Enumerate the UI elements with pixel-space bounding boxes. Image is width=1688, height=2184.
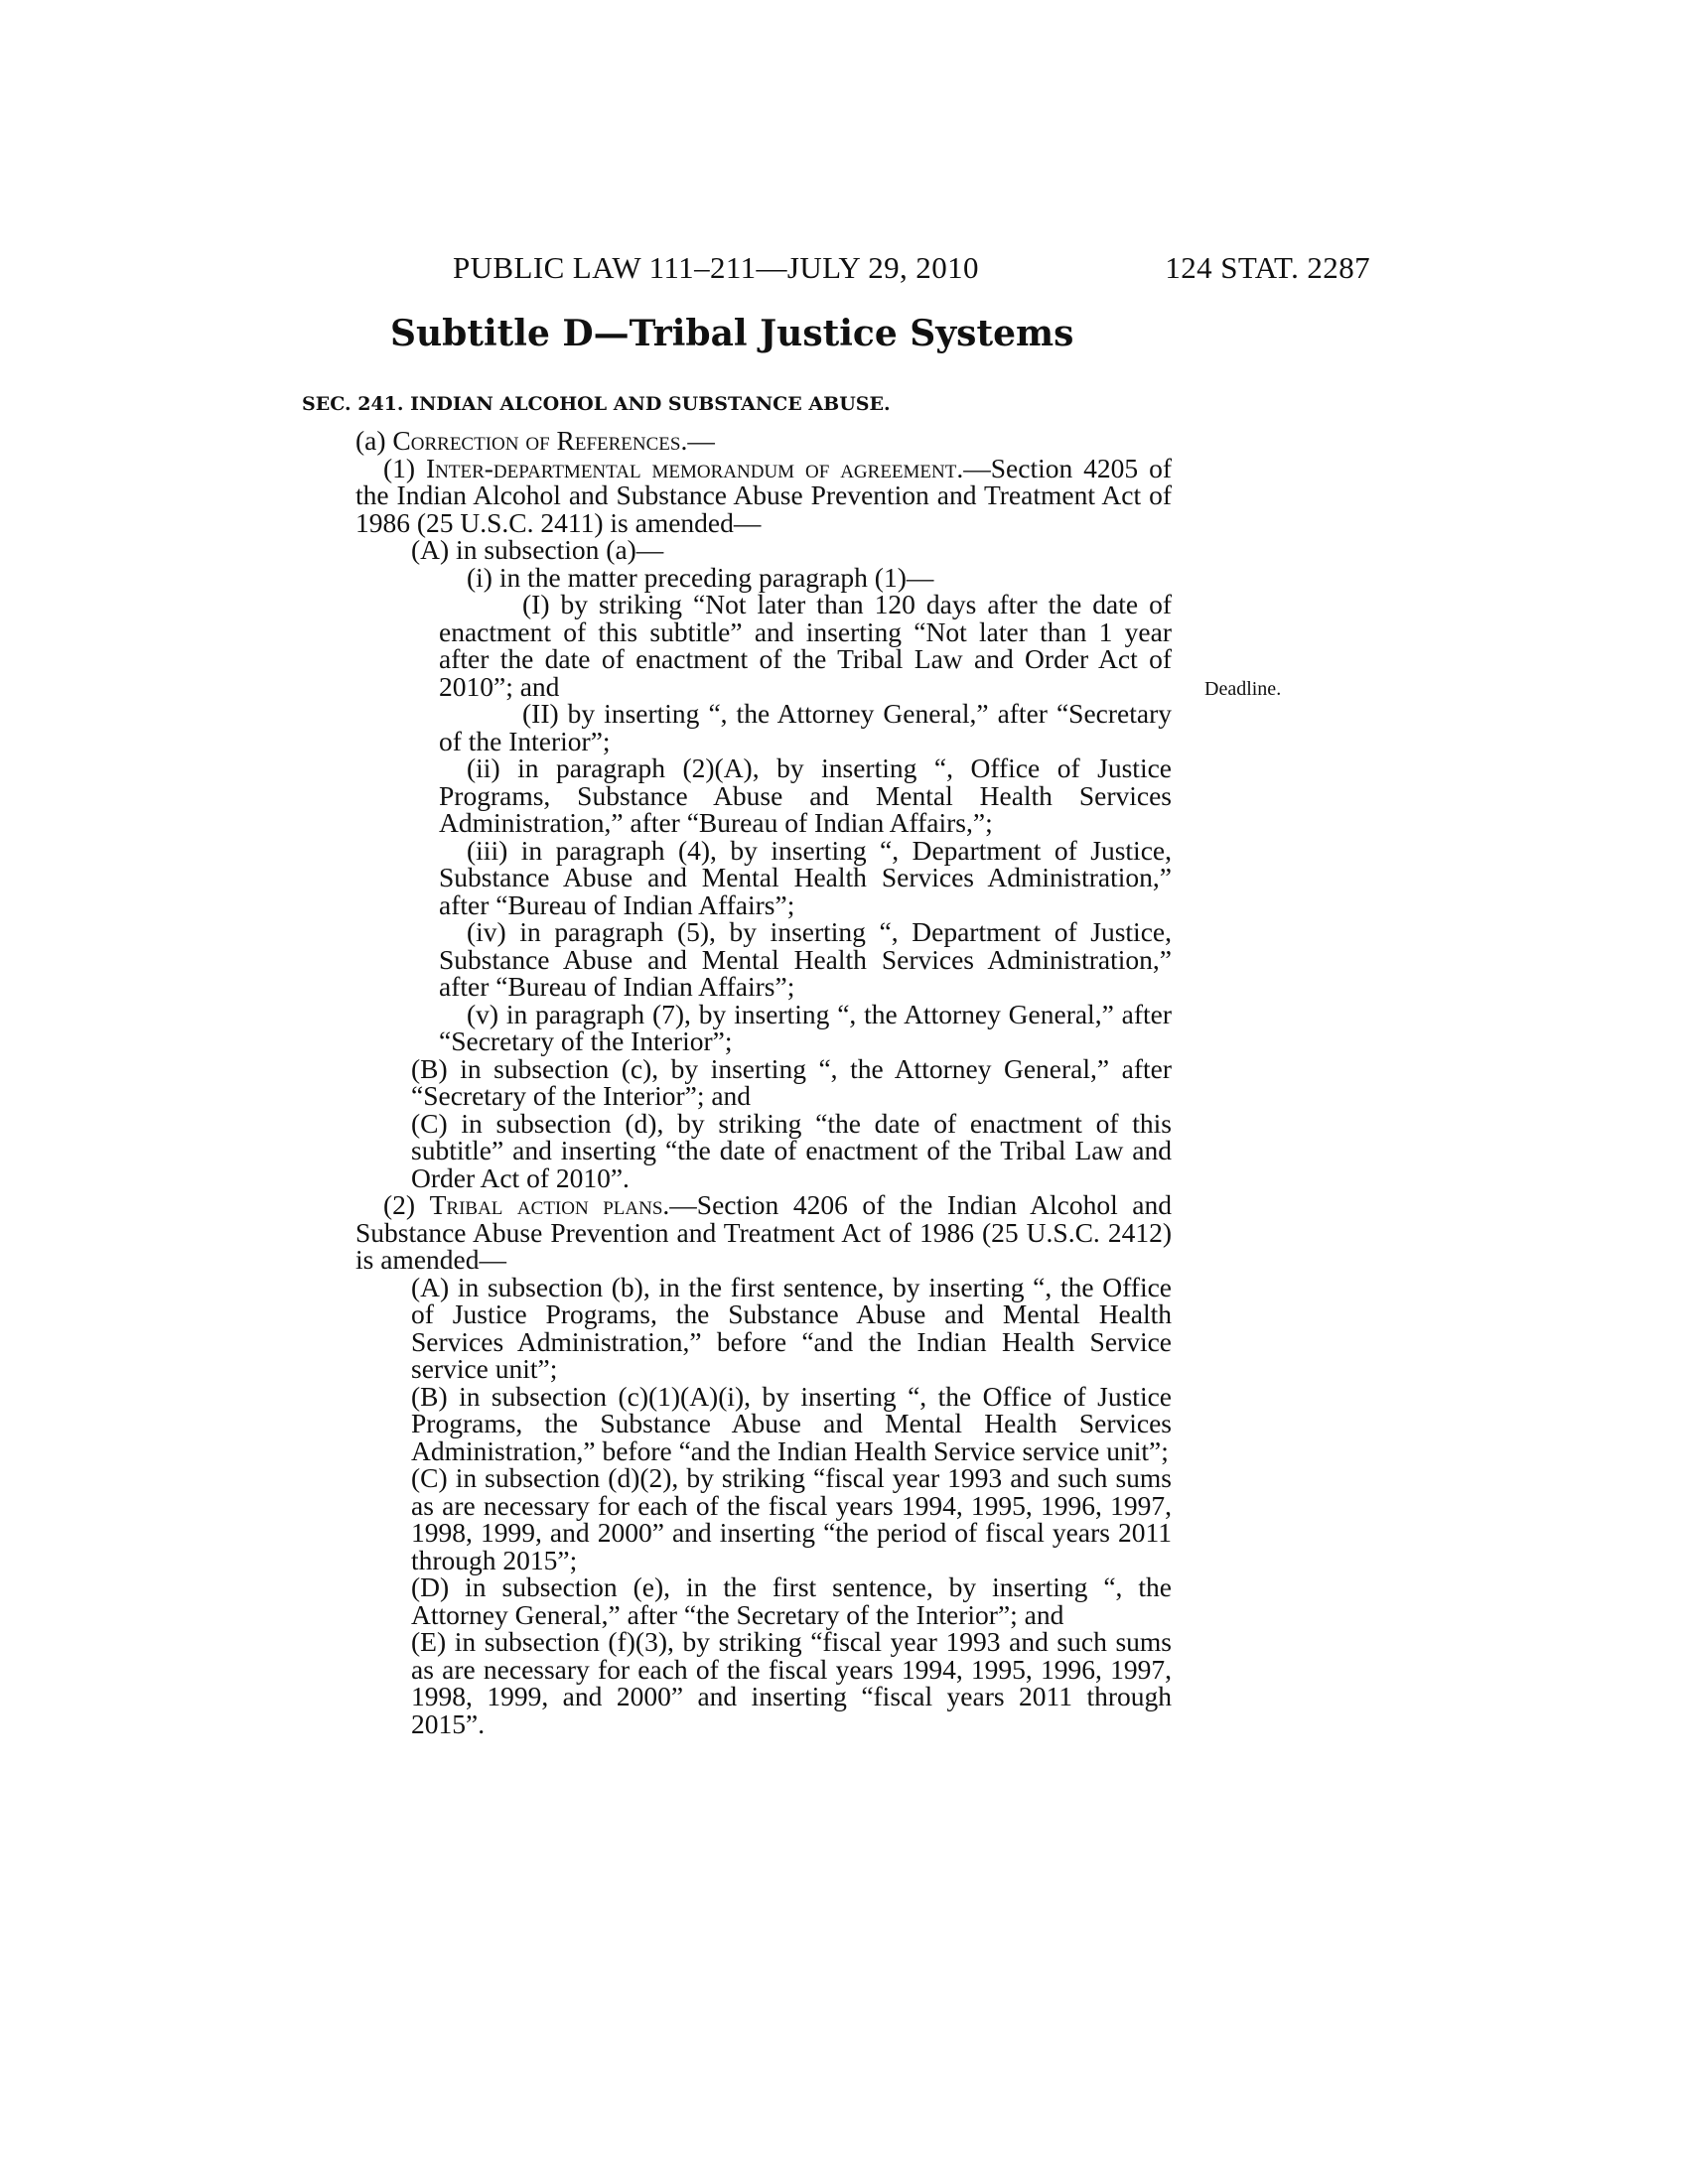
paragraph <box>355 452 1172 538</box>
paragraph <box>355 561 1172 593</box>
paragraph-text: (i) in the matter preceding paragraph (1)— <box>467 561 934 593</box>
paragraph <box>355 1052 1172 1111</box>
running-head: PUBLIC LAW 111–211—JULY 29, 2010 <box>453 250 979 285</box>
paragraph <box>355 998 1172 1056</box>
paragraph-text: .—Section 4206 of the Indian Alcohol and Substance Abuse Prevention and Treatment Act of 1986 (25 U.S.C. 2412) is amended— <box>355 1189 1173 1275</box>
page-header <box>355 250 1370 290</box>
paragraph-text: (E) in subsection (f)(3), by striking “fiscal year 1993 and such sums as are necessary for each of the fiscal years 1994, 1995, 1996, 1997, 1998, 1999, and 2000” and inserting “fiscal years 2011 through 2015”. <box>411 1626 1172 1739</box>
paragraph <box>355 1628 1172 1737</box>
paragraph-caption: Inter-departmental memorandum of agreement <box>426 452 957 483</box>
paragraph-text: .—Section 4205 of the Indian Alcohol and Substance Abuse Prevention and Treatment Act of 1986 (25 U.S.C. 2411) is amended— <box>355 452 1172 538</box>
paragraph-text: (I) by striking “Not later than 120 days after the date of enactment of this subtitle” and inserting “Not later than 1 year after the date of enactment of the Tribal Law and Order Act of 2010”; and <box>439 589 1172 702</box>
paragraph <box>355 700 1172 754</box>
paragraph-label: (2) <box>383 1189 430 1220</box>
paragraph-label: (1) <box>383 452 426 483</box>
page-number: 124 STAT. 2287 <box>1165 250 1370 285</box>
paragraph <box>355 1107 1172 1193</box>
paragraph-text: (ii) in paragraph (2)(A), by inserting “, Office of Justice Programs, Substance Abuse and Mental Health Services Administration,” after “Bureau of Indian Affairs,”; <box>439 752 1172 838</box>
section-body <box>355 427 1172 1737</box>
paragraph <box>355 918 1172 1001</box>
paragraph <box>355 1464 1172 1573</box>
paragraph <box>355 427 1172 455</box>
paragraph-caption: Correction of References <box>392 425 681 456</box>
paragraph-text: (C) in subsection (d)(2), by striking “fiscal year 1993 and such sums as are necessary for each of the fiscal years 1994, 1995, 1996, 1997, 1998, 1999, and 2000” and inserting “the period of fiscal years 2011 through 2015”; <box>411 1462 1172 1575</box>
paragraph-text: (B) in subsection (c), by inserting “, the Attorney General,” after “Secretary of the Interior”; and <box>411 1052 1172 1111</box>
paragraph <box>355 1380 1172 1466</box>
paragraph-text: (A) in subsection (a)— <box>411 534 664 565</box>
paragraph <box>355 536 1172 564</box>
paragraph <box>355 1573 1172 1628</box>
paragraph <box>355 591 1172 700</box>
paragraph-text: (II) by inserting “, the Attorney General,” after “Secretary of the Interior”; <box>439 698 1172 756</box>
paragraph-text: .— <box>680 425 715 456</box>
paragraph-text: (A) in subsection (b), in the first sentence, by inserting “, the Office of Justice Programs, the Substance Abuse and Mental Health Services Administration,” before “and the Indian Health Service service unit”; <box>411 1271 1172 1384</box>
paragraph-label: (a) <box>355 425 393 456</box>
paragraph-text: (v) in paragraph (7), by inserting “, the Attorney General,” after “Secretary of the Interior”; <box>439 998 1172 1056</box>
paragraph-text: (B) in subsection (c)(1)(A)(i), by inserting “, the Office of Justice Programs, the Substance Abuse and Mental Health Services Administration,” before “and the Indian Health Service service unit”; <box>411 1380 1172 1466</box>
margin-note: Deadline. <box>1204 678 1282 700</box>
paragraph <box>355 754 1172 837</box>
paragraph <box>355 834 1172 920</box>
section-heading: SEC. 241. INDIAN ALCOHOL AND SUBSTANCE ABUSE. <box>302 393 891 415</box>
paragraph-text: (iv) in paragraph (5), by inserting “, Department of Justice, Substance Abuse and Mental Health Services Administration,” after “Bureau of Indian Affairs”; <box>439 916 1172 1002</box>
paragraph-caption: Tribal action plans <box>429 1189 663 1220</box>
paragraph-text: (C) in subsection (d), by striking “the date of enactment of this subtitle” and inserting “the date of enactment of the Tribal Law and Order Act of 2010”. <box>411 1107 1172 1193</box>
paragraph-text: (iii) in paragraph (4), by inserting “, Department of Justice, Substance Abuse and Mental Health Services Administration,” after “Bureau of Indian Affairs”; <box>439 834 1172 920</box>
subtitle-heading: Subtitle D—Tribal Justice Systems <box>390 313 1074 354</box>
paragraph <box>355 1191 1172 1274</box>
paragraph <box>355 1271 1172 1384</box>
paragraph-text: (D) in subsection (e), in the first sentence, by inserting “, the Attorney General,” after “the Secretary of the Interior”; and <box>411 1571 1172 1630</box>
